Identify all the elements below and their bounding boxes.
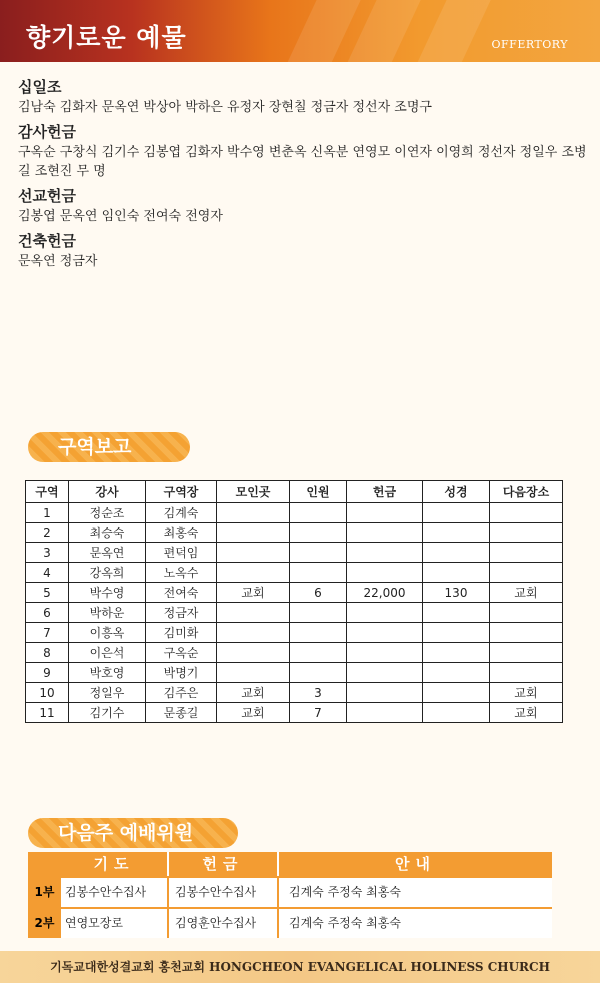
- table-cell: [490, 563, 563, 583]
- table-header-row: [28, 852, 552, 876]
- table-cell: 1: [26, 503, 69, 523]
- table-cell: [290, 563, 347, 583]
- table-cell: [217, 643, 290, 663]
- table-cell: 7: [26, 623, 69, 643]
- table-cell: [217, 623, 290, 643]
- column-header: 안내: [279, 852, 552, 876]
- prayer-cell: 김봉수안수집사: [61, 878, 169, 907]
- table-cell: [217, 503, 290, 523]
- table-cell: [347, 563, 423, 583]
- table-cell: [423, 623, 490, 643]
- offering-names: 구옥순 구창식 김기수 김봉엽 김화자 박수영 변춘옥 신옥분 연영모 이연자 이영희 정선자 정일우 조병길 조현진 무 명: [18, 145, 587, 179]
- table-cell: 박수영: [69, 583, 146, 603]
- table-cell: 10: [26, 683, 69, 703]
- table-row: [26, 703, 563, 723]
- table-cell: 6: [26, 603, 69, 623]
- offering-names: 김봉엽 문옥연 임인숙 전여숙 전영자: [18, 209, 223, 224]
- table-header-row: [26, 481, 563, 503]
- table-cell: 김계숙: [146, 503, 217, 523]
- column-header: 모인곳: [217, 481, 290, 503]
- table-cell: 강옥희: [69, 563, 146, 583]
- offering-names: 문옥연 정금자: [18, 254, 98, 269]
- table-cell: 교회: [490, 703, 563, 723]
- table-cell: [423, 643, 490, 663]
- service-label: 1부: [28, 878, 61, 907]
- table-cell: 최홍숙: [146, 523, 217, 543]
- table-cell: 박하운: [69, 603, 146, 623]
- table-cell: 김주은: [146, 683, 217, 703]
- table-row: [26, 663, 563, 683]
- table-row: [26, 603, 563, 623]
- table-cell: [290, 643, 347, 663]
- column-header: 인원: [290, 481, 347, 503]
- table-cell: [423, 603, 490, 623]
- next-week-heading: 다음주 예배위원: [28, 818, 238, 848]
- column-header: [28, 852, 61, 876]
- offering-category: 십일조: [18, 78, 62, 96]
- table-cell: 전여숙: [146, 583, 217, 603]
- table-cell: 교회: [217, 583, 290, 603]
- table-cell: 박호영: [69, 663, 146, 683]
- table-cell: 6: [290, 583, 347, 603]
- table-cell: [490, 603, 563, 623]
- table-cell: 11: [26, 703, 69, 723]
- table-cell: 최승숙: [69, 523, 146, 543]
- table-cell: [490, 643, 563, 663]
- table-cell: [347, 623, 423, 643]
- usher-cell: 김계숙 주정숙 최홍숙: [279, 878, 552, 907]
- table-row: [26, 543, 563, 563]
- table-cell: 김기수: [69, 703, 146, 723]
- table-row: [28, 876, 552, 907]
- table-cell: 교회: [217, 683, 290, 703]
- table-cell: 5: [26, 583, 69, 603]
- table-cell: 7: [290, 703, 347, 723]
- table-cell: 문종길: [146, 703, 217, 723]
- table-row: [26, 583, 563, 603]
- next-week-table: [28, 852, 552, 938]
- column-header: 구역장: [146, 481, 217, 503]
- table-cell: 문옥연: [69, 543, 146, 563]
- table-cell: [347, 663, 423, 683]
- table-cell: 노옥수: [146, 563, 217, 583]
- table-cell: [290, 523, 347, 543]
- table-cell: 이은석: [69, 643, 146, 663]
- table-cell: [217, 543, 290, 563]
- table-cell: [347, 643, 423, 663]
- table-cell: [290, 663, 347, 683]
- table-cell: [290, 543, 347, 563]
- header-decoration: [407, 0, 494, 62]
- table-row: [26, 643, 563, 663]
- table-row: [26, 523, 563, 543]
- column-header: 성경: [423, 481, 490, 503]
- column-header: 헌금: [347, 481, 423, 503]
- table-cell: [423, 543, 490, 563]
- table-cell: 22,000: [347, 583, 423, 603]
- table-cell: 4: [26, 563, 69, 583]
- table-cell: [290, 503, 347, 523]
- table-cell: 이흥옥: [69, 623, 146, 643]
- prayer-cell: 연영모장로: [61, 909, 169, 938]
- table-cell: [423, 523, 490, 543]
- table-cell: 2: [26, 523, 69, 543]
- table-cell: [423, 503, 490, 523]
- column-header: 구역: [26, 481, 69, 503]
- table-cell: 교회: [490, 583, 563, 603]
- table-cell: 8: [26, 643, 69, 663]
- table-cell: 3: [290, 683, 347, 703]
- table-cell: [490, 523, 563, 543]
- offering-category: 선교헌금: [18, 187, 76, 205]
- table-cell: 교회: [490, 683, 563, 703]
- table-row: [26, 683, 563, 703]
- offering-cell: 김영훈안수집사: [169, 909, 279, 938]
- offering-category: 감사헌금: [18, 123, 76, 141]
- table-cell: 130: [423, 583, 490, 603]
- column-header: 기도: [61, 852, 169, 876]
- table-cell: [423, 683, 490, 703]
- offering-names: 김남숙 김화자 문옥연 박상아 박하은 유정자 장현칠 정금자 정선자 조명구: [18, 100, 432, 115]
- table-cell: 정일우: [69, 683, 146, 703]
- offering-cell: 김봉수안수집사: [169, 878, 279, 907]
- table-cell: 정금자: [146, 603, 217, 623]
- table-row: [26, 503, 563, 523]
- table-cell: [490, 663, 563, 683]
- column-header: 다음장소: [490, 481, 563, 503]
- district-report-heading: 구역보고: [28, 432, 190, 462]
- page-subtitle: OFFERTORY: [491, 38, 568, 51]
- table-cell: [347, 703, 423, 723]
- table-row: [26, 563, 563, 583]
- service-label: 2부: [28, 909, 61, 938]
- column-header: 강사: [69, 481, 146, 503]
- table-row: [28, 907, 552, 938]
- page-title: 향기로운 예물: [26, 23, 187, 52]
- table-cell: [423, 703, 490, 723]
- table-cell: [217, 563, 290, 583]
- table-cell: [347, 523, 423, 543]
- table-cell: [217, 663, 290, 683]
- table-cell: [423, 663, 490, 683]
- table-cell: 편덕임: [146, 543, 217, 563]
- table-cell: 김미화: [146, 623, 217, 643]
- church-footer: 기독교대한성결교회 홍천교회 HONGCHEON EVANGELICAL HOLINESS CHURCH: [0, 951, 600, 983]
- table-cell: [423, 563, 490, 583]
- table-row: [26, 623, 563, 643]
- table-cell: [347, 543, 423, 563]
- usher-cell: 김계숙 주정숙 최홍숙: [279, 909, 552, 938]
- table-cell: [217, 603, 290, 623]
- table-cell: [217, 523, 290, 543]
- table-cell: [347, 603, 423, 623]
- table-cell: [347, 683, 423, 703]
- table-cell: [490, 503, 563, 523]
- table-cell: [290, 623, 347, 643]
- table-cell: 박명기: [146, 663, 217, 683]
- district-report-table: [25, 480, 563, 723]
- table-cell: 정순조: [69, 503, 146, 523]
- table-cell: 구옥순: [146, 643, 217, 663]
- offering-category: 건축헌금: [18, 232, 76, 250]
- table-cell: 교회: [217, 703, 290, 723]
- table-cell: [347, 503, 423, 523]
- page-header: [0, 0, 600, 62]
- table-cell: [490, 623, 563, 643]
- table-cell: 9: [26, 663, 69, 683]
- table-cell: 3: [26, 543, 69, 563]
- column-header: 헌금: [169, 852, 279, 876]
- offering-list: [18, 76, 588, 275]
- table-cell: [290, 603, 347, 623]
- table-cell: [490, 543, 563, 563]
- header-decoration: [277, 0, 364, 62]
